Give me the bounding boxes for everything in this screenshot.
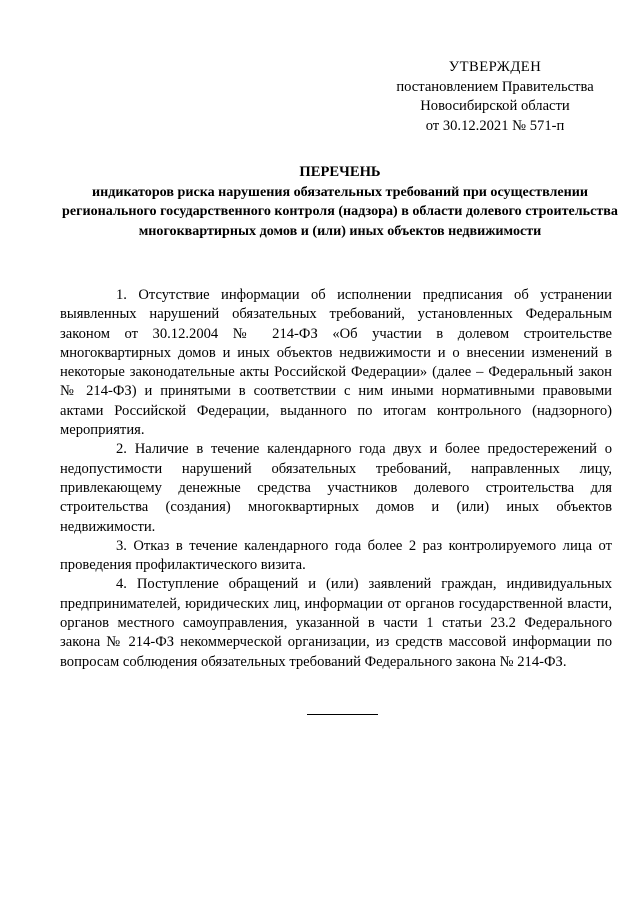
approval-heading: УТВЕРЖДЕН [448, 59, 542, 75]
approval-date-line: от 30.12.2021 № 571-п [425, 117, 565, 134]
list-item-3: 3. Отказ в течение календарного года более 2 раз контролируемого лица от проведения профилактического визита. [60, 537, 612, 574]
document-subtitle: индикаторов риска нарушения обязательных требований при осуществлении регионального государственного контроля (надзора) в области долевого строительства многоквартирных домов и (или) иных объектов недвижимости [62, 183, 618, 239]
approval-region-line: Новосибирской области [420, 98, 570, 114]
end-separator-line [307, 714, 378, 715]
document-title-block [60, 163, 620, 241]
document-body [60, 286, 612, 672]
approval-stamp [370, 58, 620, 136]
approval-decree-line: постановлением Правительства [396, 78, 594, 95]
list-item-4: 4. Поступление обращений и (или) заявлений граждан, индивидуальных предпринимателей, юридических лиц, информации от органов государственной власти, органов местного самоуправления, указанной в части 1 статьи 23.2 Федерального закона № 214-ФЗ некоммерческой организации, из средств массовой информации по вопросам соблюдения обязательных требований Федерального закона № 214-ФЗ. [60, 576, 612, 670]
list-item-2: 2. Наличие в течение календарного года двух и более предостережений о недопустимости нарушений обязательных требований, направленных лицу, привлекающему денежные средства участников долевого строительства для строительства (создания) многоквартирных домов и (или) иных объектов недвижимости. [60, 441, 612, 535]
document-title: ПЕРЕЧЕНЬ [299, 164, 381, 180]
list-item-1: 1. Отсутствие информации об исполнении предписания об устранении выявленных нарушений обязательных требований, установленных Федеральным законом от 30.12.2004 № 214-ФЗ «Об участии в долевом строительстве многоквартирных домов и иных объектов недвижимости и о внесении изменений в некоторые законодательные акты Российской Федерации» (далее – Федеральный закон № 214-ФЗ) и принятыми в соответствии с ним иными нормативными правовыми актами Российской Федерации, выданного по итогам контрольного (надзорного) мероприятия. [60, 287, 612, 439]
